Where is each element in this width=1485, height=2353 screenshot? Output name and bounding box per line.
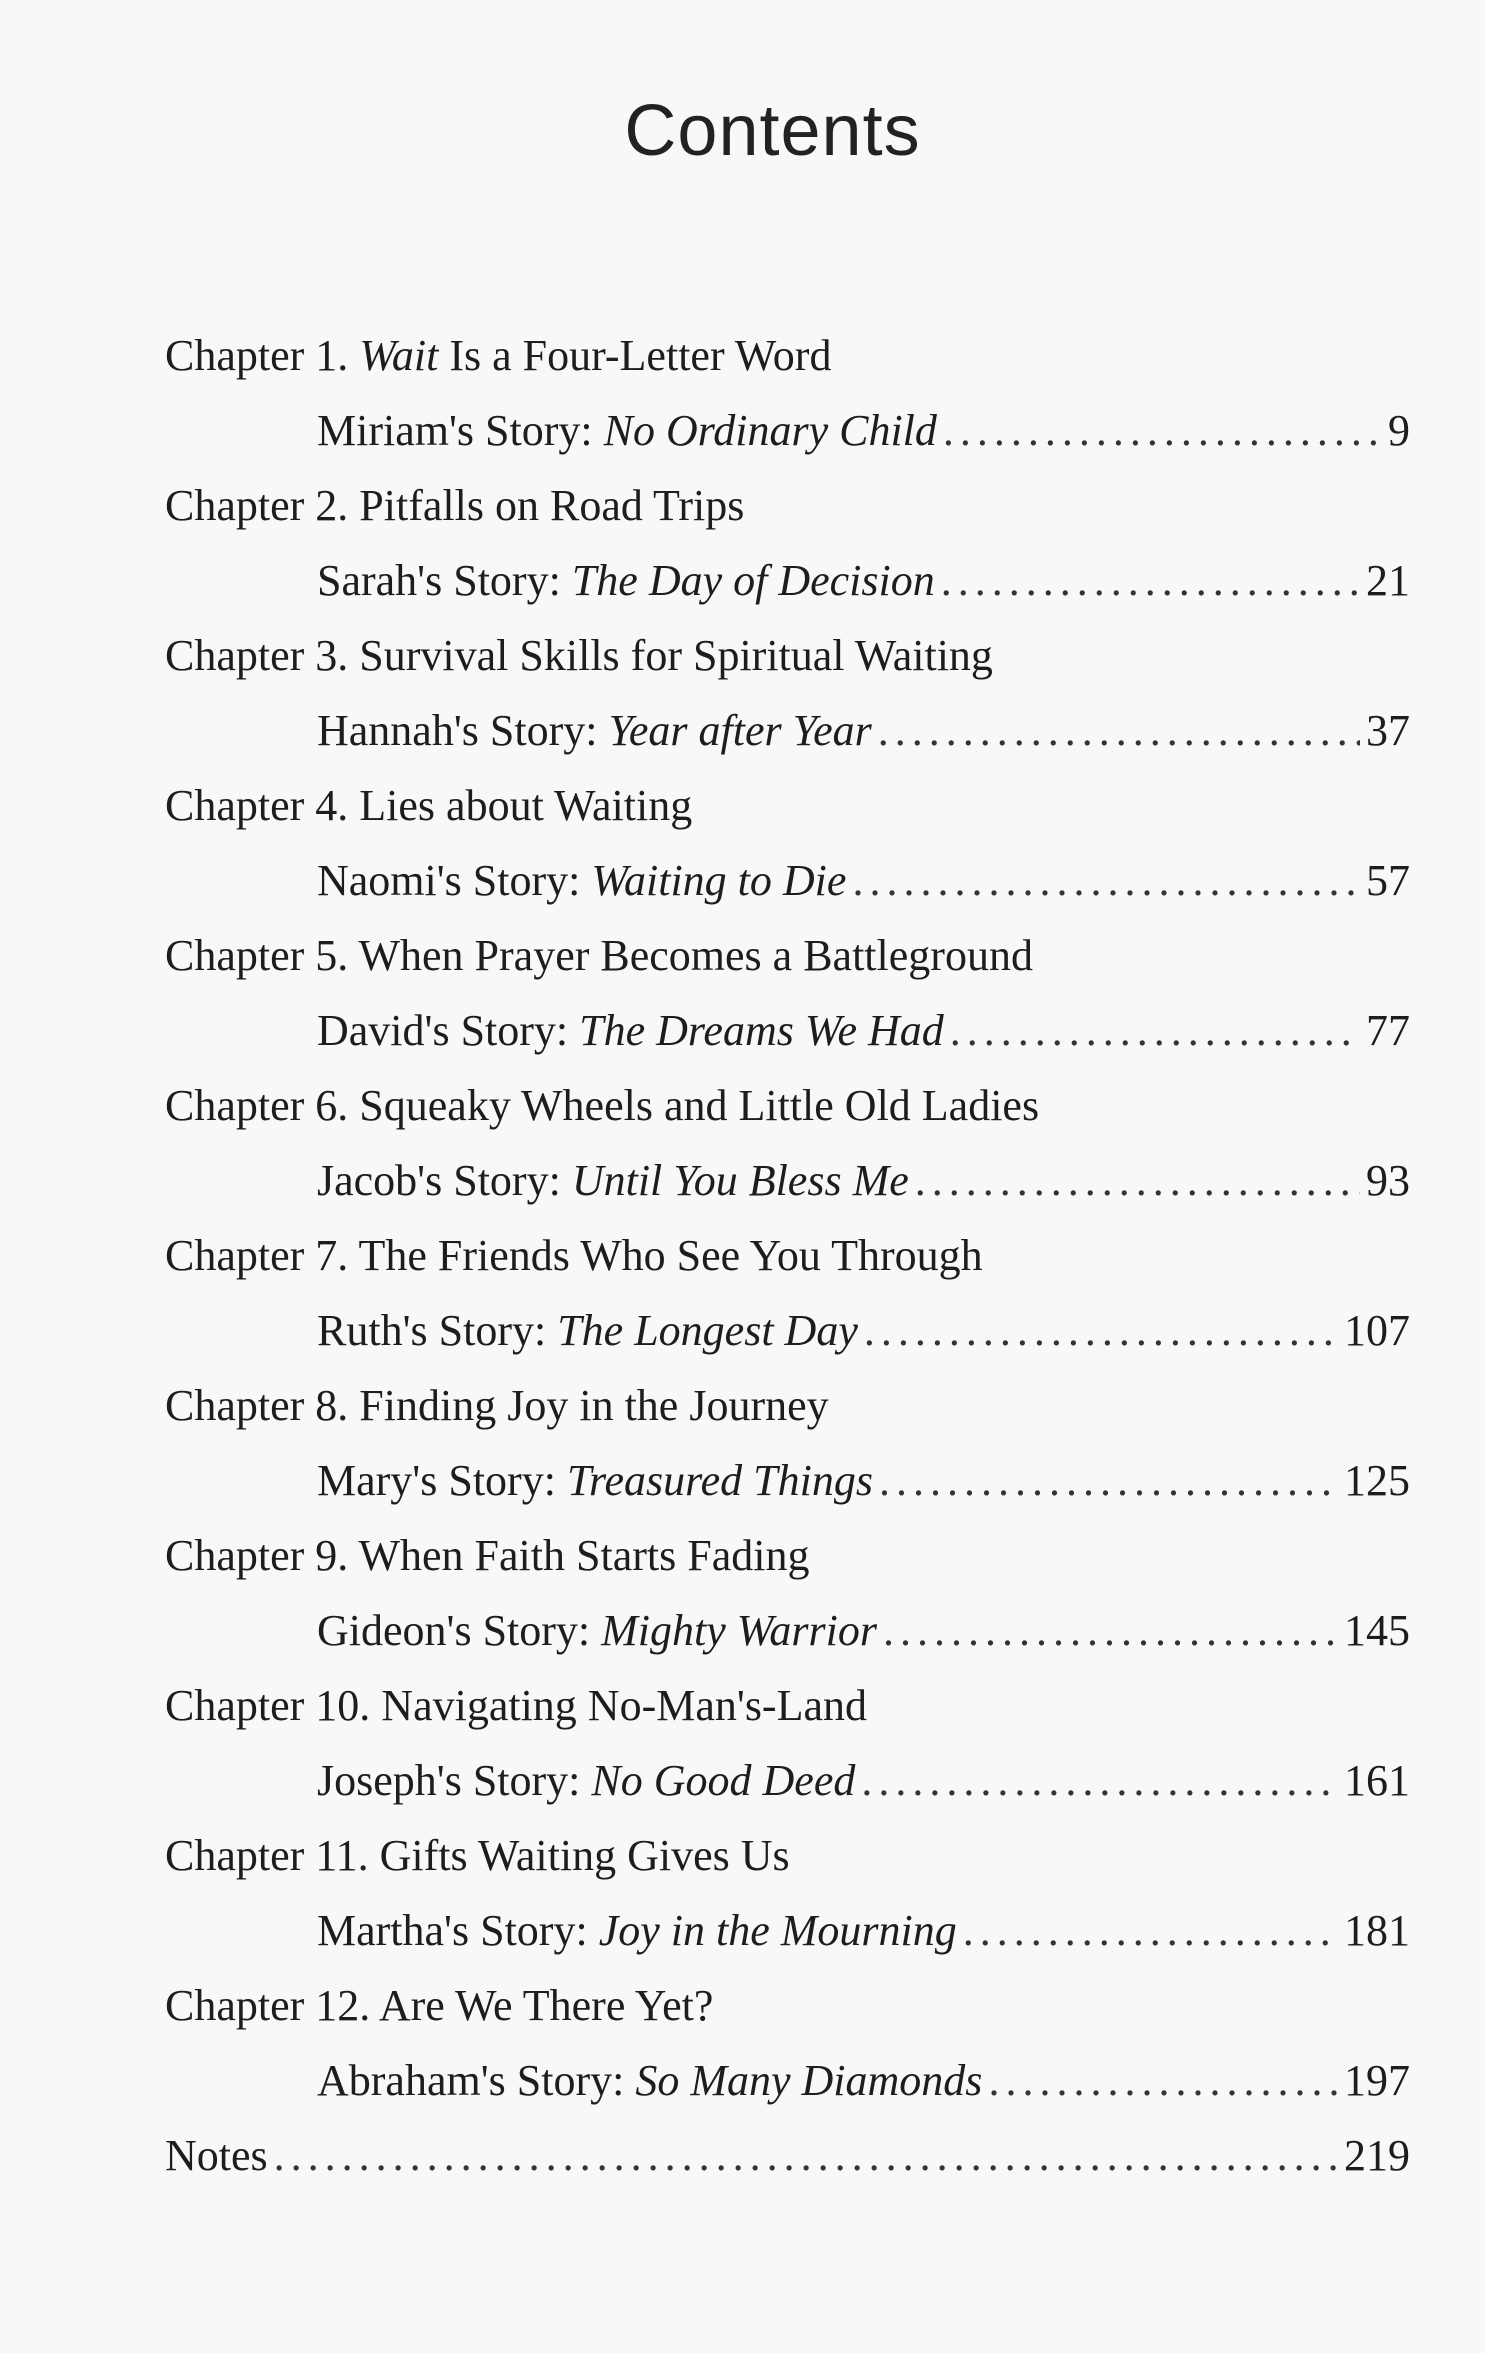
chapter-title: Pitfalls on Road Trips [359,481,745,530]
story-prefix: Mary's Story: [317,1456,567,1505]
chapter-title: Squeaky Wheels and Little Old Ladies [359,1081,1040,1130]
chapter-prefix: Chapter 9. [165,1531,359,1580]
page-number: 77 [1366,1006,1410,1055]
story-title: Mighty Warrior [601,1606,877,1655]
dot-leader [941,543,1360,618]
chapter-title: When Faith Starts Fading [358,1531,810,1580]
page-number: 57 [1366,856,1410,905]
story-prefix: Martha's Story: [317,1906,599,1955]
story-prefix: Miriam's Story: [317,406,604,455]
chapter-prefix: Chapter 1. [165,331,360,380]
chapter-heading [165,1368,1415,1443]
story-title: Until You Bless Me [571,1156,909,1205]
dot-leader [943,393,1382,468]
story-title: No Ordinary Child [603,406,937,455]
story-title: The Longest Day [557,1306,858,1355]
chapter-prefix: Chapter 12. [165,1981,379,2030]
page-number: 9 [1388,406,1410,455]
dot-leader [988,2043,1338,2118]
story-entry [317,393,1410,468]
story-entry [317,543,1410,618]
story-prefix: Hannah's Story: [317,706,609,755]
chapter-prefix: Chapter 6. [165,1081,360,1130]
chapter-title: When Prayer Becomes a Battleground [358,931,1033,980]
story-entry [317,693,1410,768]
page-number: 21 [1366,556,1410,605]
story-prefix: Ruth's Story: [317,1306,558,1355]
page-title: Contents [624,91,921,171]
chapter-heading [165,1218,1415,1293]
story-entry [317,1143,1410,1218]
story-entry [317,1893,1410,1968]
dot-leader [861,1743,1338,1818]
page-number: 219 [1344,2131,1410,2180]
chapter-title: Is a Four-Letter Word [438,331,832,380]
chapter-title: Survival Skills for Spiritual Waiting [359,631,993,680]
chapter-heading [165,1518,1415,1593]
notes-entry [165,2118,1410,2193]
chapter-prefix: Chapter 11. [165,1831,380,1880]
chapter-heading [165,618,1415,693]
story-title: So Many Diamonds [635,2056,983,2105]
dot-leader [883,1593,1338,1668]
dot-leader [274,2118,1338,2193]
chapter-title: The Friends Who See You Through [358,1231,983,1280]
story-title: The Dreams We Had [579,1006,944,1055]
notes-label: Notes [165,2131,268,2180]
chapter-heading [165,1818,1415,1893]
story-title: Treasured Things [566,1456,873,1505]
chapter-heading [165,768,1415,843]
story-prefix: Naomi's Story: [317,856,592,905]
chapter-heading [165,1668,1415,1743]
page-number: 93 [1366,1156,1410,1205]
chapter-prefix: Chapter 5. [165,931,359,980]
chapter-prefix: Chapter 10. [165,1681,382,1730]
dot-leader [864,1293,1338,1368]
story-entry [317,2043,1410,2118]
story-prefix: Joseph's Story: [317,1756,592,1805]
chapter-prefix: Chapter 2. [165,481,360,530]
dot-leader [915,1143,1360,1218]
story-entry [317,1593,1410,1668]
page-number: 37 [1366,706,1410,755]
page-number: 197 [1344,2056,1410,2105]
story-entry [317,843,1410,918]
chapter-title: Lies about Waiting [359,781,693,830]
chapter-title: Navigating No-Man's-Land [381,1681,867,1730]
page-number: 107 [1344,1306,1410,1355]
chapter-prefix: Chapter 8. [165,1381,360,1430]
dot-leader [879,1443,1338,1518]
chapter-heading [165,1968,1415,2043]
dot-leader [950,993,1360,1068]
page-number: 161 [1344,1756,1410,1805]
story-entry [317,993,1410,1068]
story-prefix: Gideon's Story: [317,1606,602,1655]
chapter-heading [165,1068,1415,1143]
chapter-italic: Wait [359,331,439,380]
chapter-prefix: Chapter 4. [165,781,360,830]
story-title: Year after Year [608,706,872,755]
story-entry [317,1293,1410,1368]
story-prefix: Jacob's Story: [317,1156,572,1205]
chapter-heading [165,918,1415,993]
chapter-title: Finding Joy in the Journey [359,1381,829,1430]
dot-leader [852,843,1360,918]
story-entry [317,1443,1410,1518]
story-entry [317,1743,1410,1818]
dot-leader [963,1893,1338,1968]
story-title: The Day of Decision [571,556,935,605]
story-prefix: Sarah's Story: [317,556,572,605]
story-title: Joy in the Mourning [598,1906,957,1955]
dot-leader [878,693,1360,768]
chapter-heading [165,468,1415,543]
page-number: 145 [1344,1606,1410,1655]
chapter-heading [165,318,1415,393]
story-prefix: David's Story: [317,1006,580,1055]
table-of-contents [165,318,1415,2193]
chapter-title: Gifts Waiting Gives Us [379,1831,790,1880]
story-title: No Good Deed [591,1756,856,1805]
chapter-prefix: Chapter 7. [165,1231,359,1280]
story-title: Waiting to Die [591,856,847,905]
chapter-title: Are We There Yet? [378,1981,714,2030]
page-number: 181 [1344,1906,1410,1955]
story-prefix: Abraham's Story: [317,2056,636,2105]
chapter-prefix: Chapter 3. [165,631,360,680]
page-number: 125 [1344,1456,1410,1505]
